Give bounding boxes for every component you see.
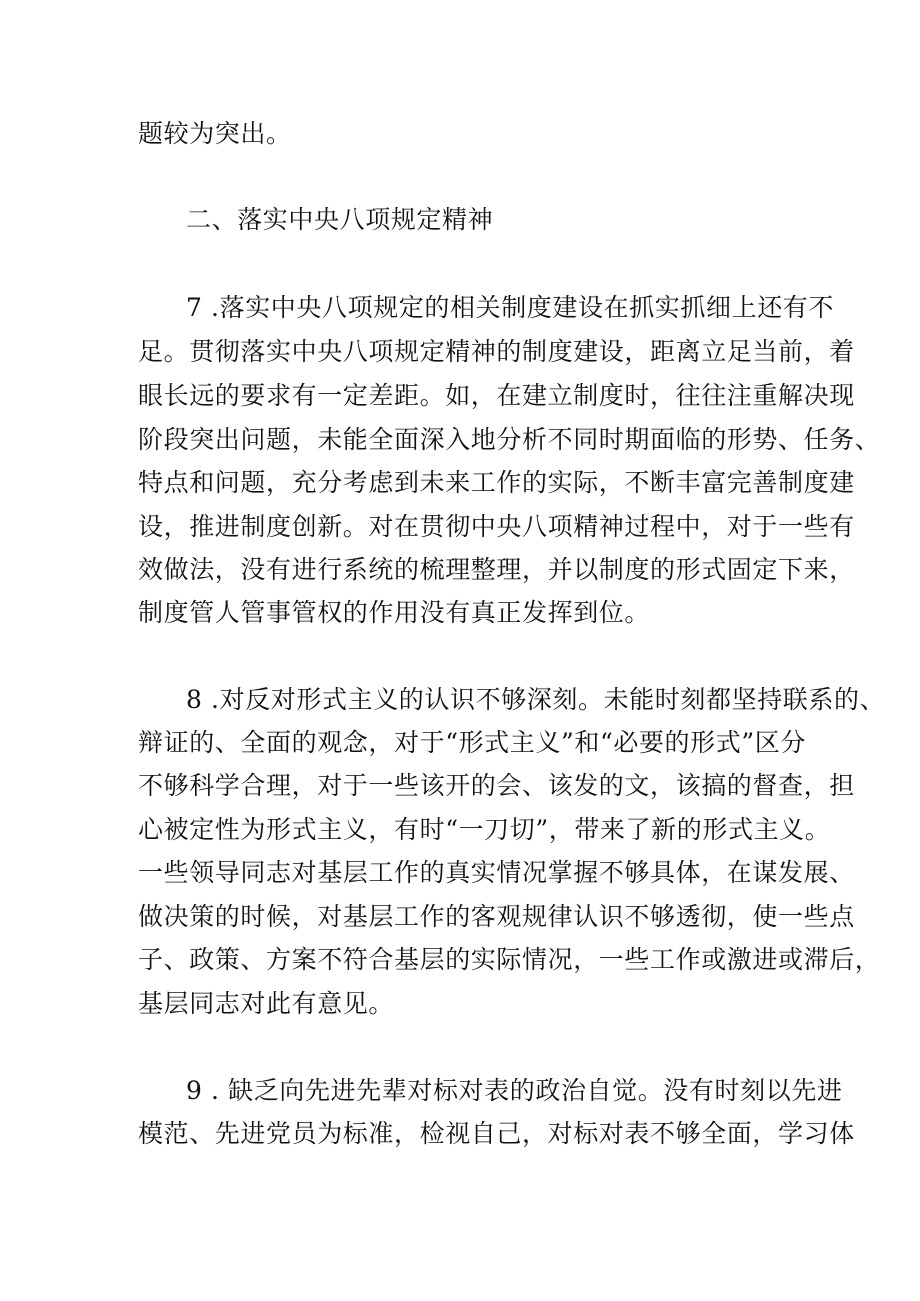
paragraph-line: 眼长远的要求有一定差距。如，在建立制度时，往往注重解决现 <box>138 381 855 410</box>
paragraph-line: 一些领导同志对基层工作的真实情况掌握不够具体，在谋发展、 <box>138 858 855 887</box>
paragraph-line: 9 . 缺乏向先进先辈对标对表的政治自觉。没有时刻以先进 <box>186 1076 843 1105</box>
paragraph-line: 阶段突出问题，未能全面深入地分析不同时期面临的形势、任务、 <box>138 425 881 454</box>
paragraph-line: 足。贯彻落实中央八项规定精神的制度建设，距离立足当前，着 <box>138 337 855 366</box>
paragraph-line: 制度管人管事管权的作用没有真正发挥到位。 <box>138 598 651 627</box>
paragraph-line: 设，推进制度创新。对在贯彻中央八项精神过程中，对于一些有 <box>138 512 855 541</box>
paragraph-line: 特点和问题，充分考虑到未来工作的实际，不断丰富完善制度建 <box>138 468 855 497</box>
paragraph-line: 不够科学合理，对于一些该开的会、该发的文，该搞的督查，担 <box>138 771 855 800</box>
paragraph-line: 子、政策、方案不符合基层的实际情况，一些工作或激进或滞后， <box>138 945 881 974</box>
paragraph-line: 心被定性为形式主义，有时“一刀切”，带来了新的形式主义。 <box>138 815 831 844</box>
paragraph-line: 基层同志对此有意见。 <box>138 989 395 1018</box>
paragraph-line: 8 .对反对形式主义的认识不够深刻。未能时刻都坚持联系的、 <box>186 685 886 714</box>
continuation-text: 题较为突出。 <box>138 119 292 148</box>
section-heading: 二、落实中央八项规定精神 <box>186 205 494 234</box>
paragraph-line: 辩证的、全面的观念，对于“形式主义”和“必要的形式”区分 <box>138 728 806 757</box>
paragraph-line: 模范、先进党员为标准，检视自己，对标对表不够全面，学习体 <box>138 1119 855 1148</box>
paragraph-line: 效做法，没有进行系统的梳理整理，并以制度的形式固定下来， <box>138 555 855 584</box>
paragraph-line: 7 .落实中央八项规定的相关制度建设在抓实抓细上还有不 <box>186 293 835 322</box>
paragraph-line: 做决策的时候，对基层工作的客观规律认识不够透彻，使一些点 <box>138 902 855 931</box>
